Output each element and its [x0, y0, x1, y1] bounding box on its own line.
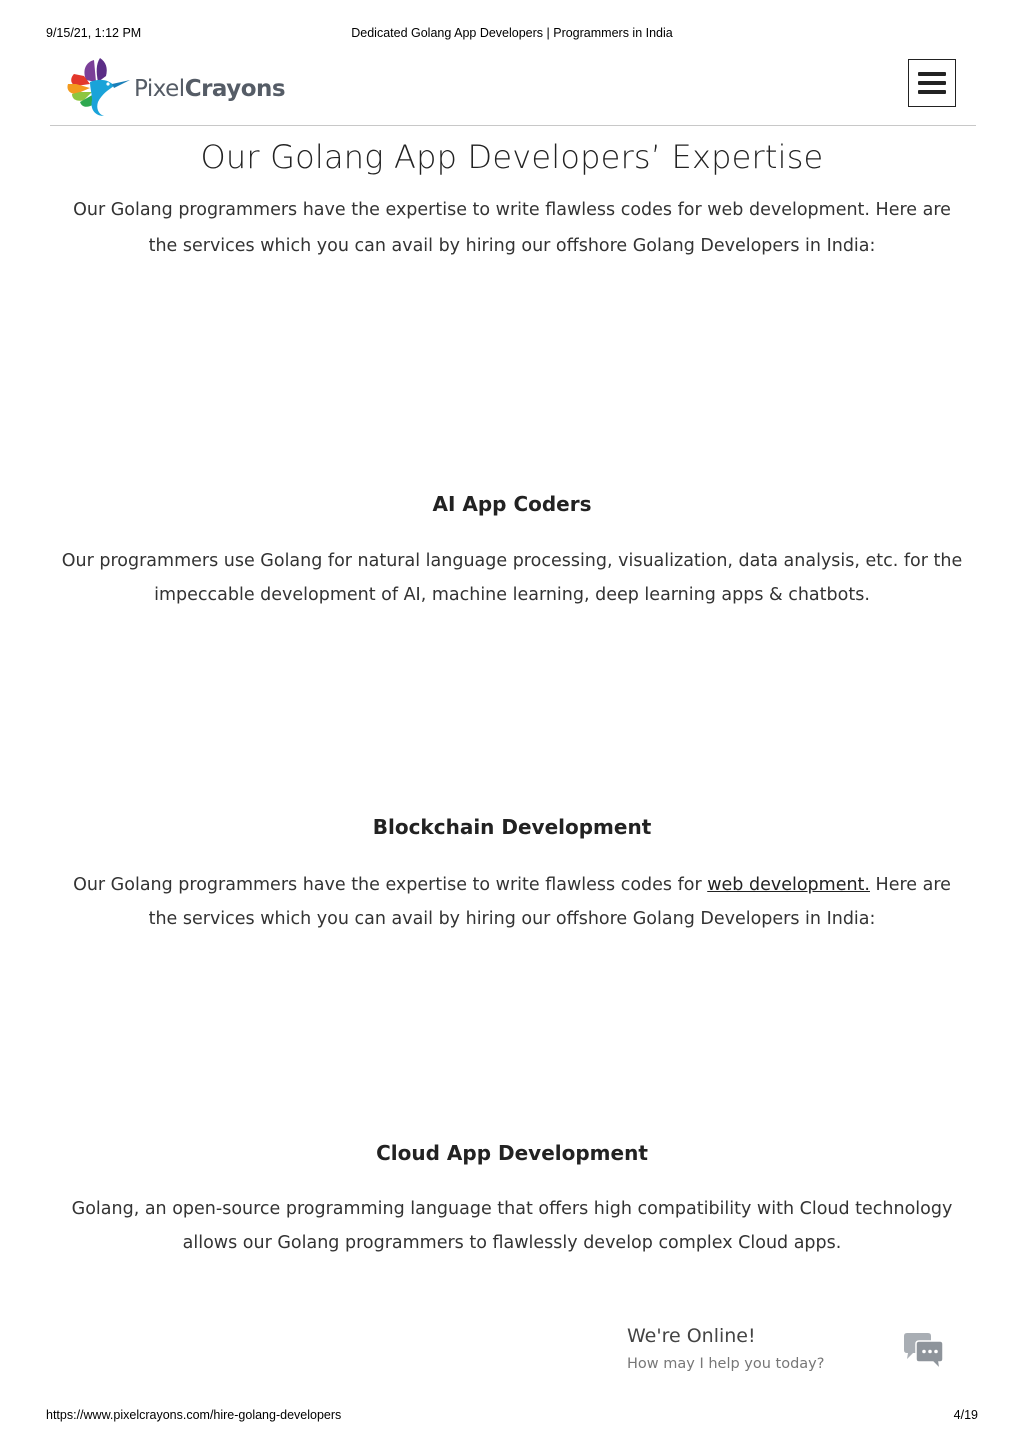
section-text-ai-app-coders: Our programmers use Golang for natural language processing, visualization, data analysis, etc. for the impeccable development of AI, machine learning, deep learning apps & chatbots. [61, 551, 963, 605]
section-heading-ai-app-coders: AI App Coders [432, 492, 592, 516]
section-heading-blockchain-development: Blockchain Development [372, 815, 652, 839]
web-development-link[interactable]: web development. [707, 875, 870, 895]
page-title: Our Golang App Developers’ Expertise [200, 138, 824, 176]
blockchain-text-before-link: Our Golang programmers have the expertise to write flawless codes for [73, 875, 708, 895]
print-footer [46, 1408, 978, 1424]
logo-word-pixel: Pixel [134, 76, 185, 102]
print-datetime: 9/15/21, 1:12 PM [46, 26, 142, 40]
chat-widget-subtitle: How may I help you today? [627, 1356, 825, 1372]
chat-widget-title: We're Online! [627, 1325, 756, 1347]
blockchain-text-after-link: Here are the services which you can avail by hiring our offshore Golang Developers in India: [148, 875, 951, 929]
site-header [50, 52, 976, 126]
logo-wordmark [134, 76, 285, 102]
section-text-cloud-app-development: Golang, an open-source programming language that offers high compatibility with Cloud technology allows our Golang programmers to flawlessly develop complex Cloud apps. [71, 1199, 953, 1253]
hamburger-menu-icon [918, 71, 946, 95]
print-page-number: 4/19 [953, 1408, 978, 1422]
section-heading-cloud-app-development: Cloud App Development [376, 1141, 648, 1165]
print-page-url: https://www.pixelcrayons.com/hire-golang-developers [46, 1408, 342, 1422]
hummingbird-logo-icon [64, 56, 130, 118]
section-text-blockchain-development [60, 868, 964, 936]
chat-widget[interactable] [606, 1320, 974, 1388]
print-header [46, 26, 978, 42]
pixelcrayons-logo[interactable] [64, 56, 285, 118]
intro-paragraph: Our Golang programmers have the expertise to write flawless codes for web development. Here are the services which you can avail by hiring our offshore Golang Developers in India: [73, 200, 951, 256]
logo-word-crayons: Crayons [184, 76, 286, 102]
menu-button[interactable] [908, 59, 956, 107]
chat-bubbles-icon[interactable] [902, 1332, 946, 1372]
print-document-title: Dedicated Golang App Developers | Programmers in India [351, 26, 673, 40]
